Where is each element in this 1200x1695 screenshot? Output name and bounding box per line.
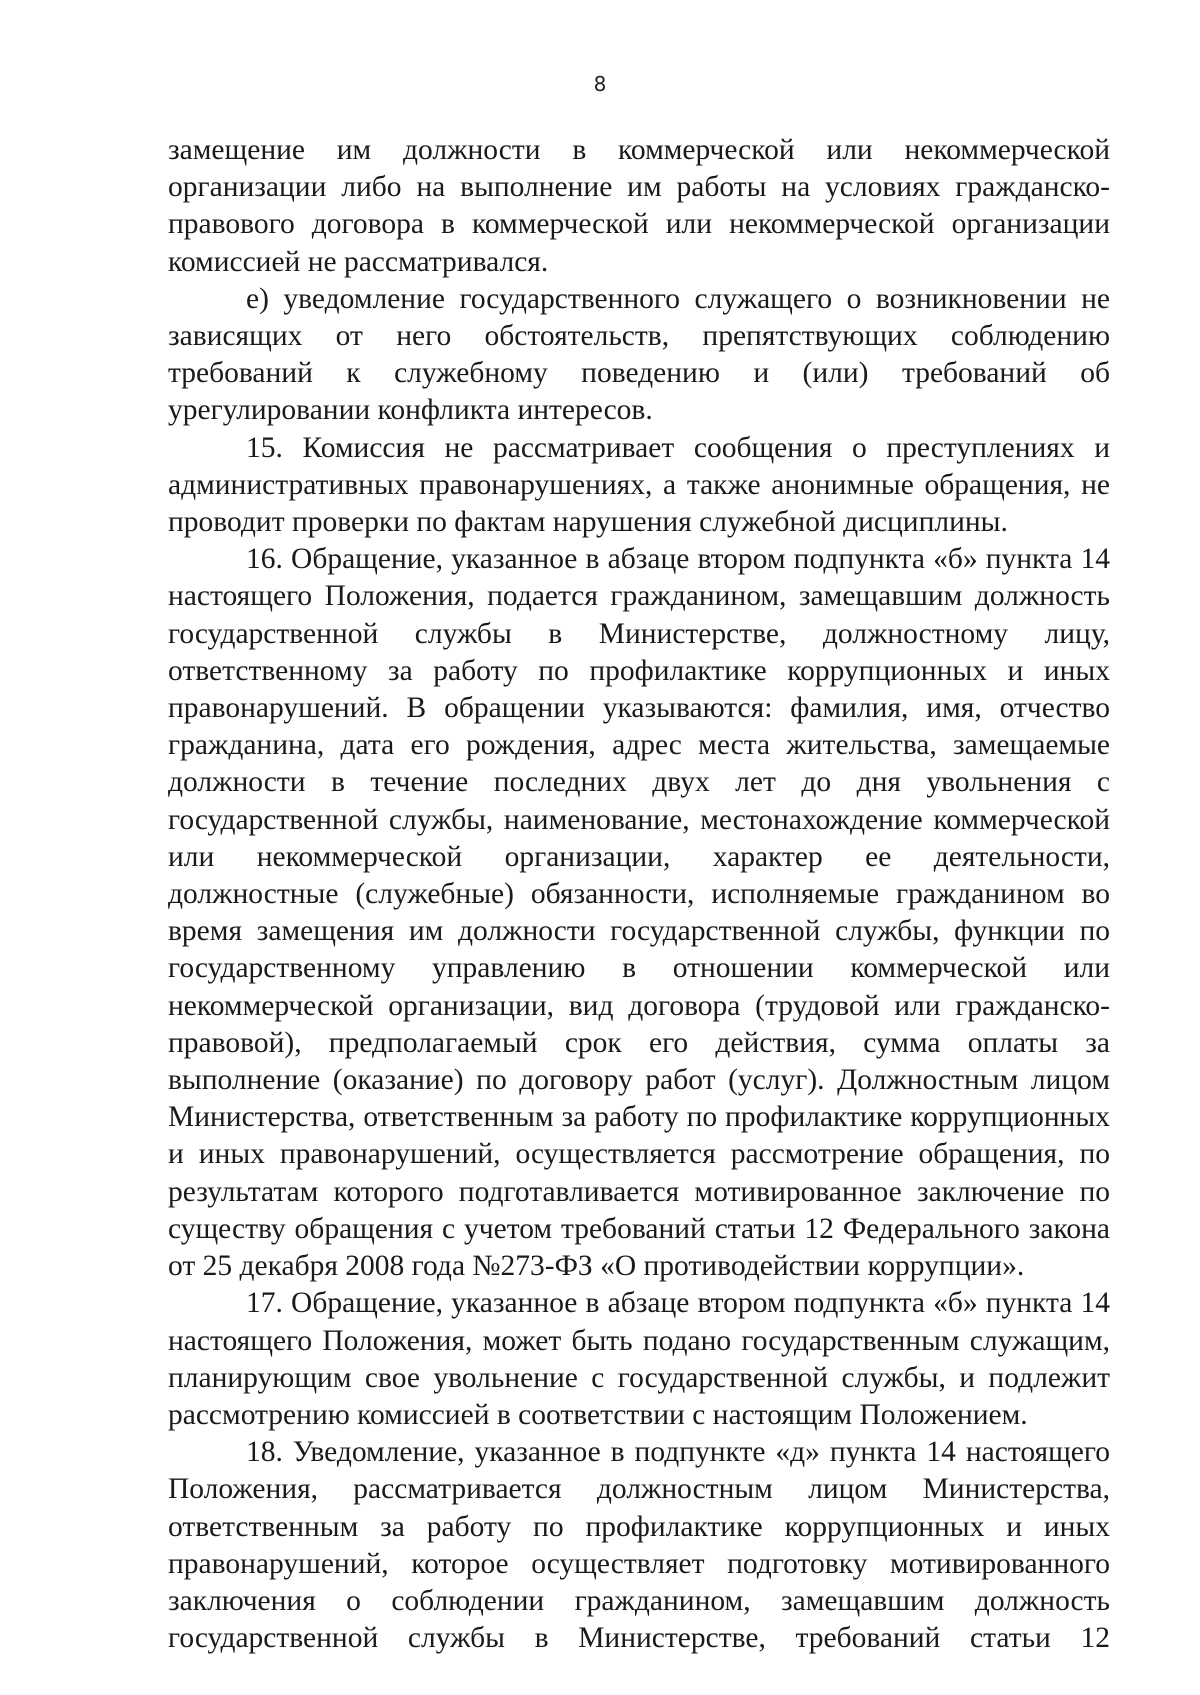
paragraph-item-e: е) уведомление государственного служащего о возникновении не зависящих от него обстоятельств, препятствующих соблюдению требований к служебному поведению и (или) требований об урегулировании конфликта интересов. bbox=[168, 282, 1110, 427]
paragraph-continuation: замещение им должности в коммерческой или некоммерческой организации либо на выполнение им работы на условиях гражданско-правового договора в коммерческой или некоммерческой организации комиссией не рассматривался. bbox=[168, 134, 1110, 278]
paragraph-18: 18. Уведомление, указанное в подпункте «д» пункта 14 настоящего Положения, рассматривается должностным лицом Министерства, ответственным за работу по профилактике коррупционных и иных правонарушений, которое осуществляет подготовку мотивированного заключения о соблюдении гражданином, замещавшим должность государственной службы в Министерстве, требований статьи 12 bbox=[168, 1436, 1110, 1655]
paragraph-16: 16. Обращение, указанное в абзаце втором подпункта «б» пункта 14 настоящего Положения, подается гражданином, замещавшим должность государственной службы в Министерстве, должностному лицу, ответственному за работу по профилактике коррупционных и иных правонарушений. В обращении указываются: фамилия, имя, отчество гражданина, дата его рождения, адрес места жительства, замещаемые должности в течение последних двух лет до дня увольнения с государственной службы, наименование, местонахождение коммерческой или некоммерческой организации, характер ее деятельности, должностные (служебные) обязанности, исполняемые гражданином во время замещения им должности государственной службы, функции по государственному управлению в отношении коммерческой или некоммерческой организации, вид договора (трудовой или гражданско-правовой), предполагаемый срок его действия, сумма оплаты за выполнение (оказание) по договору работ (услуг). Должностным лицом Министерства, ответственным за работу по профилактике коррупционных и иных правонарушений, осуществляется рассмотрение обращения, по результатам которого подготавливается мотивированное заключение по существу обращения с учетом требований статьи 12 Федерального закона от 25 декабря 2008 года №273-ФЗ «О противодействии коррупции». bbox=[168, 543, 1110, 1283]
paragraph-17: 17. Обращение, указанное в абзаце втором подпункта «б» пункта 14 настоящего Положения, может быть подано государственным служащим, планирующим свое увольнение с государственной службы, и подлежит рассмотрению комиссией в соответствии с настоящим Положением. bbox=[168, 1287, 1110, 1431]
document-body bbox=[168, 132, 1110, 1657]
paragraph-15: 15. Комиссия не рассматривает сообщения о преступлениях и административных правонарушениях, а также анонимные обращения, не проводит проверки по фактам нарушения служебной дисциплины. bbox=[168, 431, 1110, 539]
page-number: 8 bbox=[593, 72, 607, 96]
